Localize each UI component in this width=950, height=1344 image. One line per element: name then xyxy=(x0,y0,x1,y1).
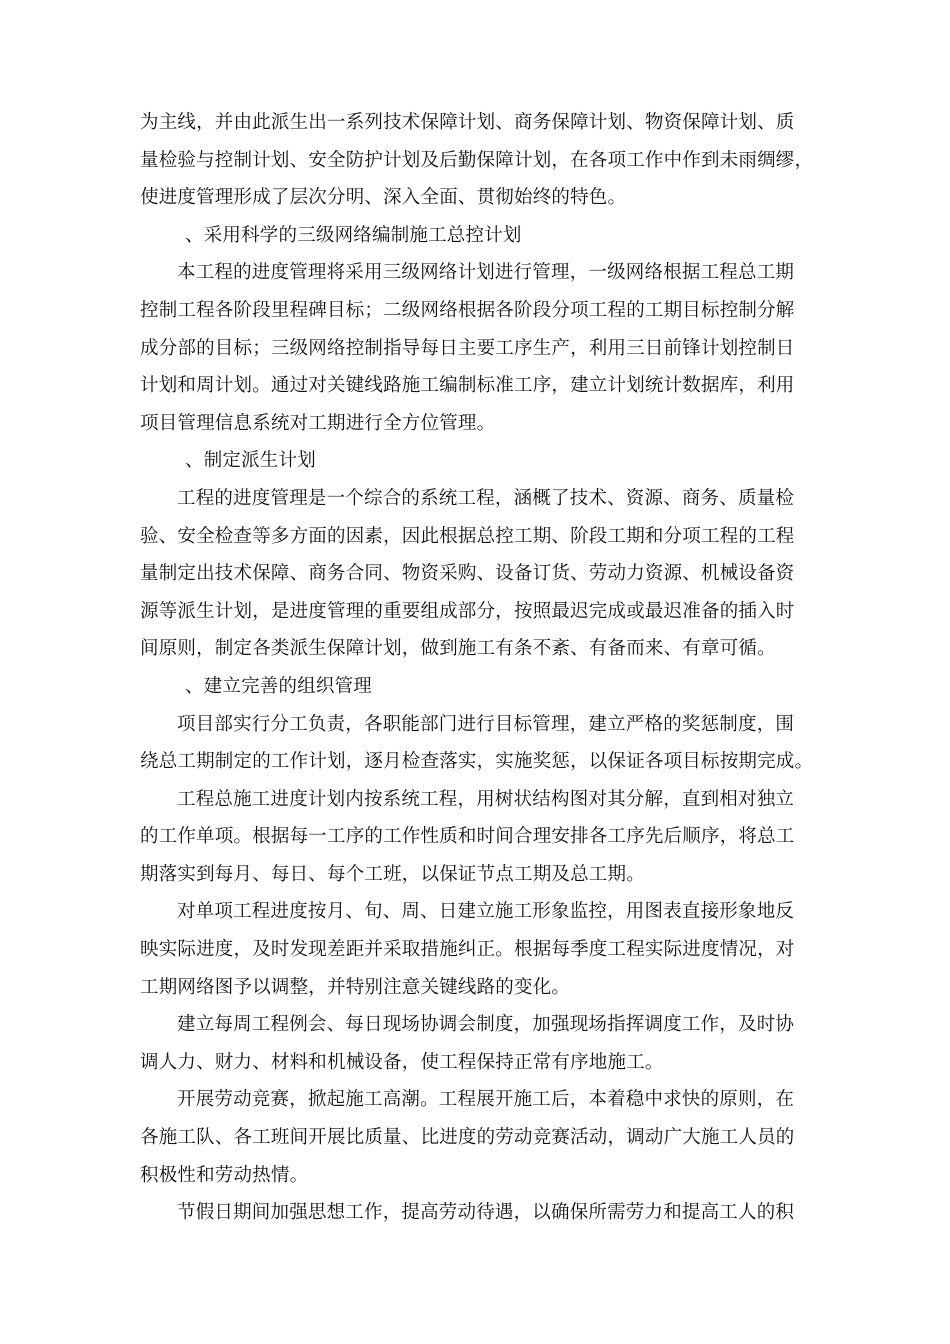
text-line: 项目管理信息系统对工期进行全方位管理。 xyxy=(140,412,496,434)
text-line: 工期网络图予以调整，并特别注意关键线路的变化。 xyxy=(140,976,571,998)
text-line: 成分部的目标；三级网络控制指导每日主要工序生产，利用三日前锋计划控制日 xyxy=(140,337,795,359)
text-line: 绕总工期制定的工作计划，逐月检查落实，实施奖惩，以保证各项目标按期完成。 xyxy=(140,751,814,773)
text-line: 计划和周计划。通过对关键线路施工编制标准工序，建立计划统计数据库，利用 xyxy=(140,375,795,397)
text-line: 量检验与控制计划、安全防护计划及后勤保障计划，在各项工作中作到未雨绸缪， xyxy=(140,149,814,171)
paragraph-first-line: 开展劳动竞赛，掀起施工高潮。工程展开施工后，本着稳中求快的原则，在 xyxy=(177,1089,795,1111)
text-line: 为主线，并由此派生出一系列技术保障计划、商务保障计划、物资保障计划、质 xyxy=(140,112,795,133)
text-line: 量制定出技术保障、商务合同、物资采购、设备订货、劳动力资源、机械设备资 xyxy=(140,563,795,585)
text-line: 间原则，制定各类派生保障计划，做到施工有条不紊、有备而来、有章可循。 xyxy=(140,638,776,660)
paragraph-first-line: 对单项工程进度按月、旬、周、日建立施工形象监控，用图表直接形象地反 xyxy=(177,901,795,923)
text-line: 控制工程各阶段里程碑目标；二级网络根据各阶段分项工程的工期目标控制分解 xyxy=(140,299,795,321)
text-line: 积极性和劳动热情。 xyxy=(140,1164,309,1186)
section-heading: 、制定派生计划 xyxy=(185,450,316,472)
text-line: 源等派生计划，是进度管理的重要组成部分，按照最迟完成或最迟准备的插入时 xyxy=(140,600,795,622)
paragraph-first-line: 建立每周工程例会、每日现场协调会制度，加强现场指挥调度工作，及时协 xyxy=(177,1014,795,1036)
text-line: 验、安全检查等多方面的因素，因此根据总控工期、阶段工期和分项工程的工程 xyxy=(140,525,795,547)
paragraph-first-line: 本工程的进度管理将采用三级网络计划进行管理，一级网络根据工程总工期 xyxy=(177,262,795,284)
text-line: 调人力、财力、材料和机械设备，使工程保持正常有序地施工。 xyxy=(140,1051,664,1073)
text-line: 各施工队、各工班间开展比质量、比进度的劳动竞赛活动，调动广大施工人员的 xyxy=(140,1127,795,1149)
text-line: 的工作单项。根据每一工序的工作性质和时间合理安排各工序先后顺序，将总工 xyxy=(140,826,795,848)
text-line: 期落实到每月、每日、每个工班，以保证节点工期及总工期。 xyxy=(140,863,645,885)
section-heading: 、采用科学的三级网络编制施工总控计划 xyxy=(185,224,522,246)
paragraph-first-line: 工程总施工进度计划内按系统工程，用树状结构图对其分解，直到相对独立 xyxy=(177,788,795,810)
text-line: 使进度管理形成了层次分明、深入全面、贯彻始终的特色。 xyxy=(140,187,627,209)
document-page xyxy=(140,104,820,1232)
paragraph-first-line: 工程的进度管理是一个综合的系统工程，涵概了技术、资源、商务、质量检 xyxy=(177,487,795,509)
paragraph-first-line: 节假日期间加强思想工作，提高劳动待遇，以确保所需劳力和提高工人的积 xyxy=(177,1202,795,1224)
section-heading: 、建立完善的组织管理 xyxy=(185,675,373,697)
text-line: 映实际进度，及时发现差距并采取措施纠正。根据每季度工程实际进度情况，对 xyxy=(140,939,795,961)
paragraph-first-line: 项目部实行分工负责，各职能部门进行目标管理，建立严格的奖惩制度，围 xyxy=(177,713,795,735)
